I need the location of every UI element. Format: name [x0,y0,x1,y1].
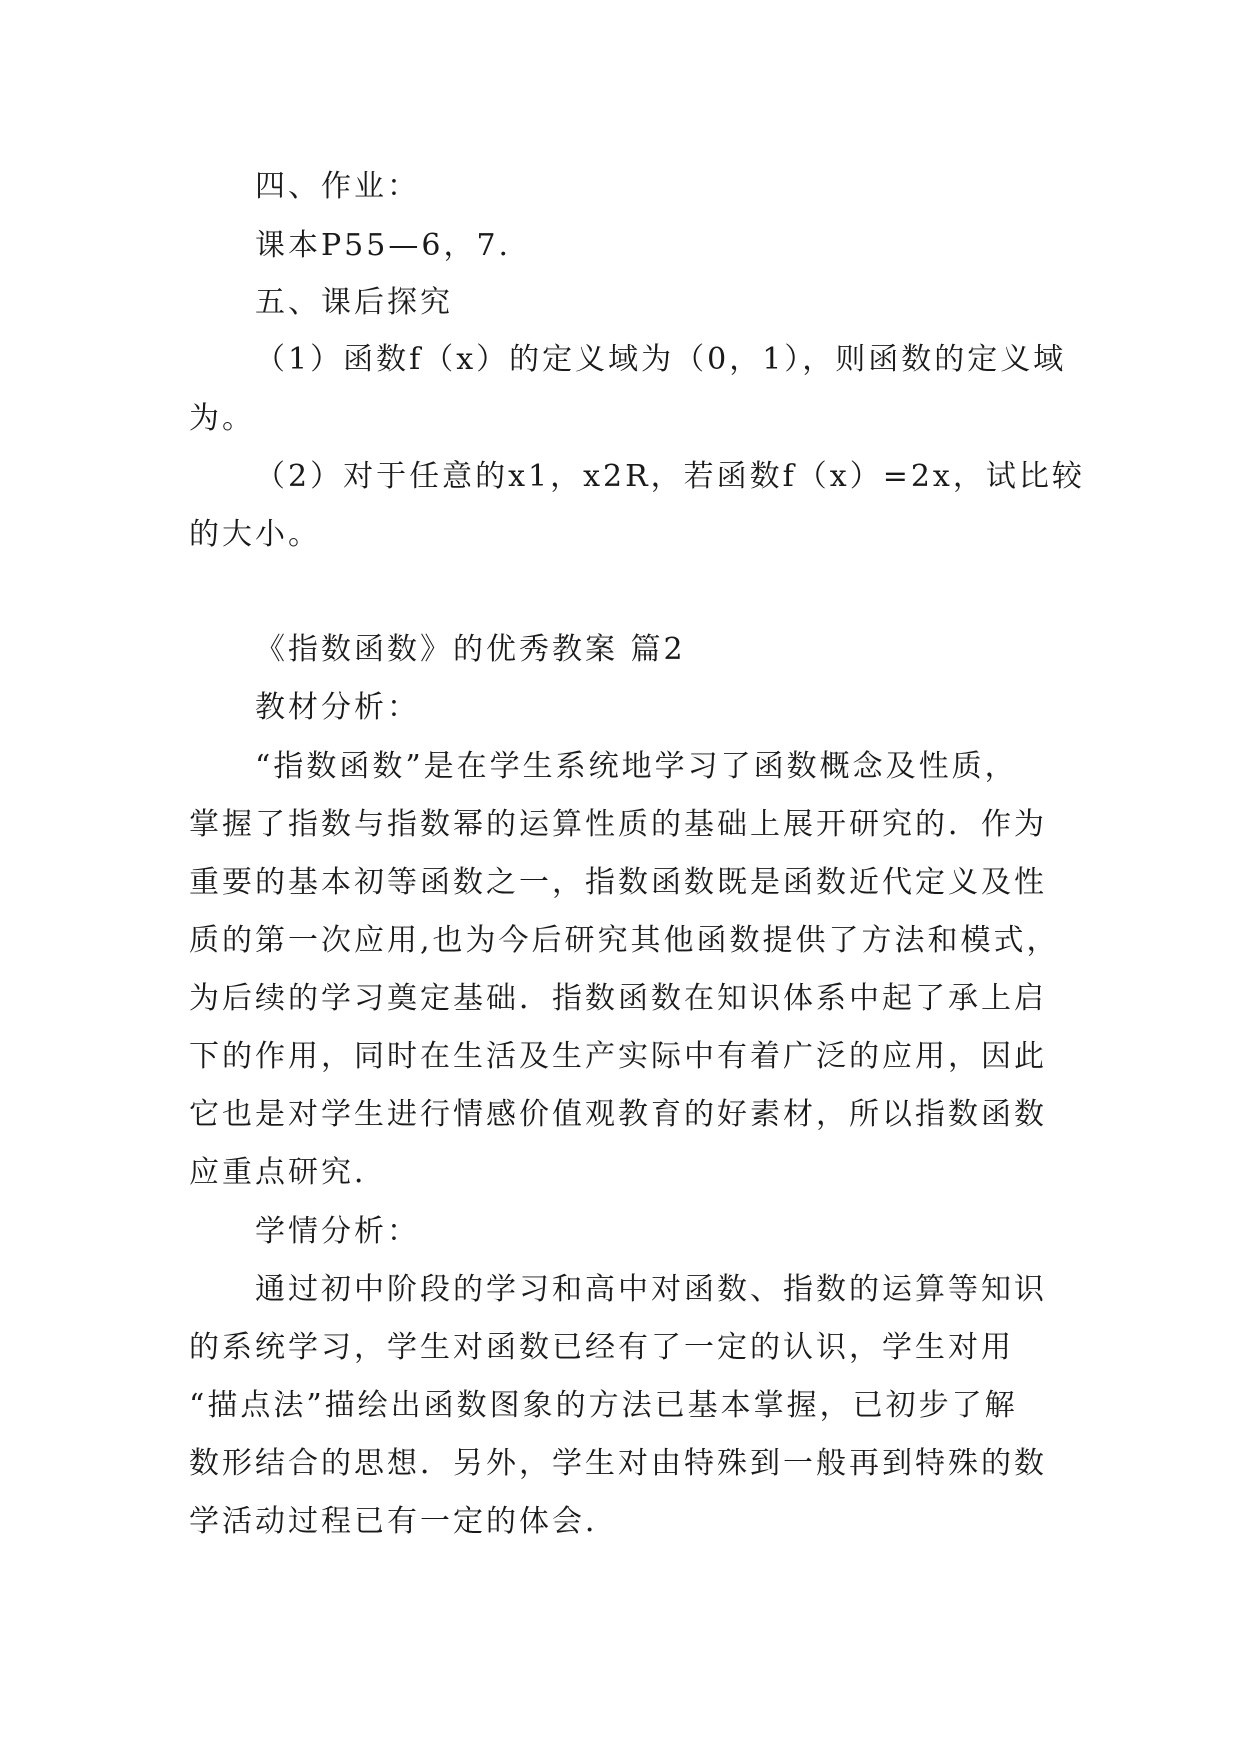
student-analysis-line: “描点法”描绘出函数图象的方法已基本掌握，已初步了解 [189,1388,1018,1423]
section-five-heading: 五、课后探究 [255,285,453,320]
article-title: 《指数函数》的优秀教案 篇2 [255,632,686,667]
textbook-analysis-line: 它也是对学生进行情感价值观教育的好素材，所以指数函数 [189,1097,1047,1132]
student-analysis-heading: 学情分析： [255,1214,420,1249]
question-2-line-1: （2）对于任意的x1，x2R，若函数f（x）=2x，试比较 [255,459,1085,494]
textbook-analysis-line: 为后续的学习奠定基础．指数函数在知识体系中起了承上启 [189,981,1047,1016]
textbook-analysis-line: 下的作用，同时在生活及生产实际中有着广泛的应用，因此 [189,1039,1047,1074]
question-2-line-2: 的大小。 [189,517,321,552]
section-four-heading: 四、作业： [255,169,420,204]
student-analysis-line: 数形结合的思想．另外，学生对由特殊到一般再到特殊的数 [189,1446,1047,1481]
textbook-analysis-line: “指数函数”是在学生系统地学习了函数概念及性质， [255,749,1018,784]
textbook-analysis-line: 应重点研究． [189,1155,387,1190]
textbook-analysis-heading: 教材分析： [255,690,420,725]
assignment-text: 课本P55—6，7. [255,228,512,263]
textbook-analysis-line: 掌握了指数与指数幂的运算性质的基础上展开研究的．作为 [189,807,1047,842]
student-analysis-line: 的系统学习，学生对函数已经有了一定的认识，学生对用 [189,1330,1014,1365]
textbook-analysis-line: 质的第一次应用,也为今后研究其他函数提供了方法和模式， [189,923,1060,958]
student-analysis-line: 通过初中阶段的学习和高中对函数、指数的运算等知识 [255,1272,1047,1307]
student-analysis-line: 学活动过程已有一定的体会． [189,1504,618,1539]
question-1-line-1: （1）函数f（x）的定义域为（0，1），则函数的定义域 [255,342,1067,377]
question-1-line-2: 为。 [189,401,255,436]
textbook-analysis-line: 重要的基本初等函数之一，指数函数既是函数近代定义及性 [189,865,1047,900]
